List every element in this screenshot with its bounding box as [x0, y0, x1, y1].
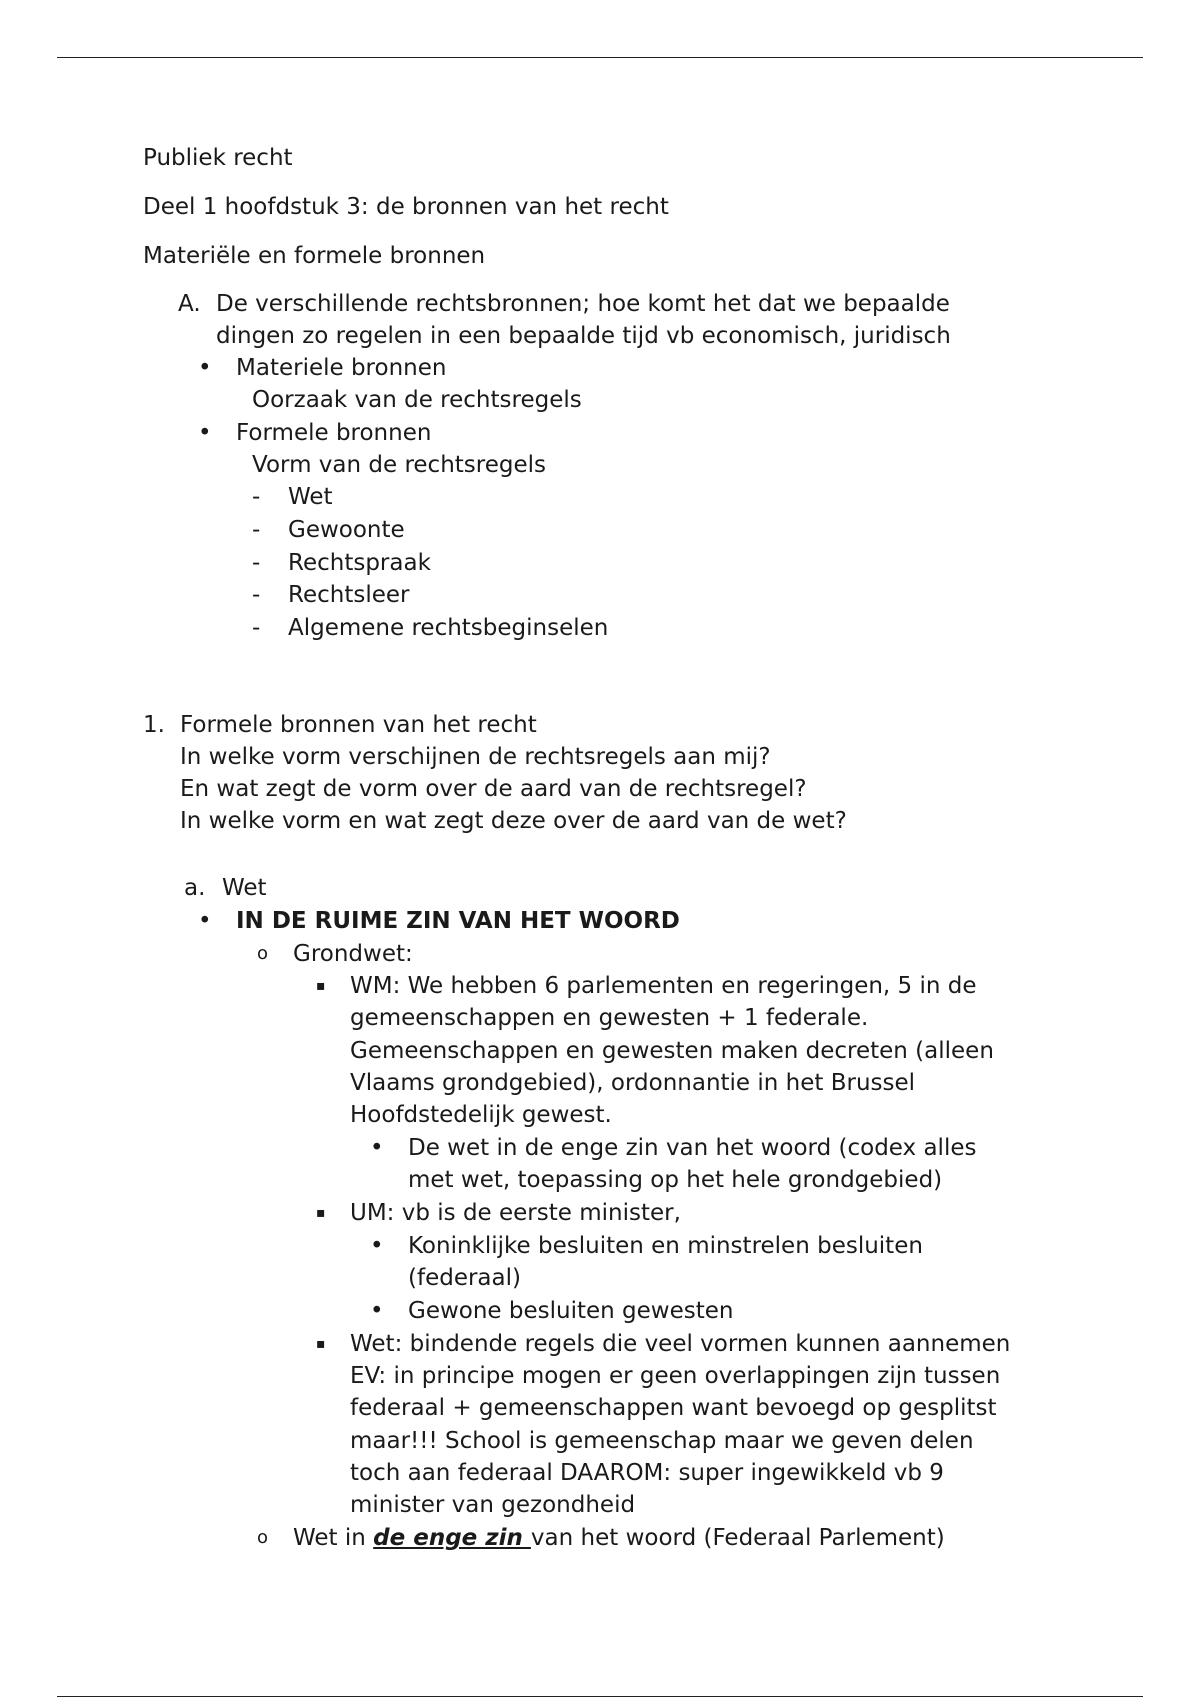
list-marker-1: 1. — [143, 712, 165, 738]
dash-marker: - — [252, 582, 261, 608]
dash-marker: - — [252, 484, 261, 510]
section-subtitle: Materiële en formele bronnen — [143, 243, 486, 269]
um-sub2-line: Gewone besluiten gewesten — [408, 1298, 734, 1324]
document-title: Publiek recht — [143, 145, 293, 171]
um-sub1-line-1: Koninklijke besluiten en minstrelen besluiten — [408, 1233, 923, 1259]
bullet-marker: • — [198, 908, 212, 934]
section-a-line-1: De verschillende rechtsbronnen; hoe komt het dat we bepaalde — [216, 291, 950, 317]
bullet-marker: • — [198, 420, 212, 446]
bullet-formele-desc: Vorm van de rechtsregels — [252, 452, 546, 478]
square-marker: ▪ — [316, 1336, 326, 1352]
square-marker: ▪ — [316, 1205, 326, 1221]
chapter-heading: Deel 1 hoofdstuk 3: de bronnen van het recht — [143, 194, 669, 220]
bullet-marker: • — [370, 1135, 384, 1161]
wm-line-4: Vlaams grondgebied), ordonnantie in het Brussel — [350, 1070, 916, 1096]
wet-line-4: maar!!! School is gemeenschap maar we geven delen — [350, 1428, 974, 1454]
dash-item-rechtspraak: Rechtspraak — [288, 550, 431, 576]
section-1-question-2: En wat zegt de vorm over de aard van de rechtsregel? — [180, 776, 807, 802]
wet-line-2: EV: in principe mogen er geen overlappingen zijn tussen — [350, 1363, 1001, 1389]
wet-line-5: toch aan federaal DAAROM: super ingewikkeld vb 9 — [350, 1460, 944, 1486]
wm-line-5: Hoofdstedelijk gewest. — [350, 1102, 612, 1128]
section-a-line-2: dingen zo regelen in een bepaalde tijd vb economisch, juridisch — [216, 323, 951, 349]
wm-line-2: gemeenschappen en gewesten + 1 federale. — [350, 1005, 869, 1031]
wm-line-3: Gemeenschappen en gewesten maken decreten (alleen — [350, 1038, 994, 1064]
grondwet-label: Grondwet: — [293, 941, 413, 967]
um-line: UM: vb is de eerste minister, — [350, 1200, 681, 1226]
dash-marker: - — [252, 615, 261, 641]
section-1-question-3: In welke vorm en wat zegt deze over de aard van de wet? — [180, 808, 847, 834]
bullet-marker: • — [370, 1298, 384, 1324]
um-sub1-line-2: (federaal) — [408, 1265, 521, 1291]
dash-item-wet: Wet — [288, 484, 333, 510]
circle-marker: o — [257, 1527, 269, 1548]
enge-zin-suffix: van het woord (Federaal Parlement) — [530, 1525, 945, 1551]
wm-sub-line-1: De wet in de enge zin van het woord (codex alles — [408, 1135, 977, 1161]
wm-sub-line-2: met wet, toepassing op het hele grondgebied) — [408, 1167, 943, 1193]
square-marker: ▪ — [316, 978, 326, 994]
header-rule — [57, 57, 1143, 58]
list-marker-A: A. — [178, 291, 201, 317]
circle-marker: o — [257, 943, 269, 964]
enge-zin-line — [293, 1522, 945, 1555]
dash-marker: - — [252, 550, 261, 576]
bold-heading-ruime-zin: IN DE RUIME ZIN VAN HET WOORD — [236, 908, 680, 934]
dash-item-algemene-rechtsbeginselen: Algemene rechtsbeginselen — [288, 615, 609, 641]
section-1-heading: Formele bronnen van het recht — [180, 712, 537, 738]
bullet-marker: • — [198, 355, 212, 381]
dash-item-rechtsleer: Rechtsleer — [288, 582, 410, 608]
subsection-a-label: Wet — [222, 875, 267, 901]
enge-zin-prefix: Wet in — [293, 1525, 374, 1551]
enge-zin-emphasis: de enge zin — [373, 1525, 531, 1551]
footer-rule — [57, 1696, 1143, 1697]
wet-line-3: federaal + gemeenschappen want bevoegd op gesplitst — [350, 1395, 997, 1421]
bullet-materiele-bronnen: Materiele bronnen — [236, 355, 447, 381]
bullet-marker: • — [370, 1233, 384, 1259]
dash-item-gewoonte: Gewoonte — [288, 517, 405, 543]
dash-marker: - — [252, 517, 261, 543]
list-marker-a: a. — [184, 875, 206, 901]
wet-line-6: minister van gezondheid — [350, 1492, 636, 1518]
bullet-materiele-desc: Oorzaak van de rechtsregels — [252, 387, 582, 413]
section-1-question-1: In welke vorm verschijnen de rechtsregels aan mij? — [180, 744, 771, 770]
wm-line-1: WM: We hebben 6 parlementen en regeringen, 5 in de — [350, 973, 977, 999]
bullet-formele-bronnen: Formele bronnen — [236, 420, 432, 446]
wet-line-1: Wet: bindende regels die veel vormen kunnen aannemen — [350, 1331, 1011, 1357]
